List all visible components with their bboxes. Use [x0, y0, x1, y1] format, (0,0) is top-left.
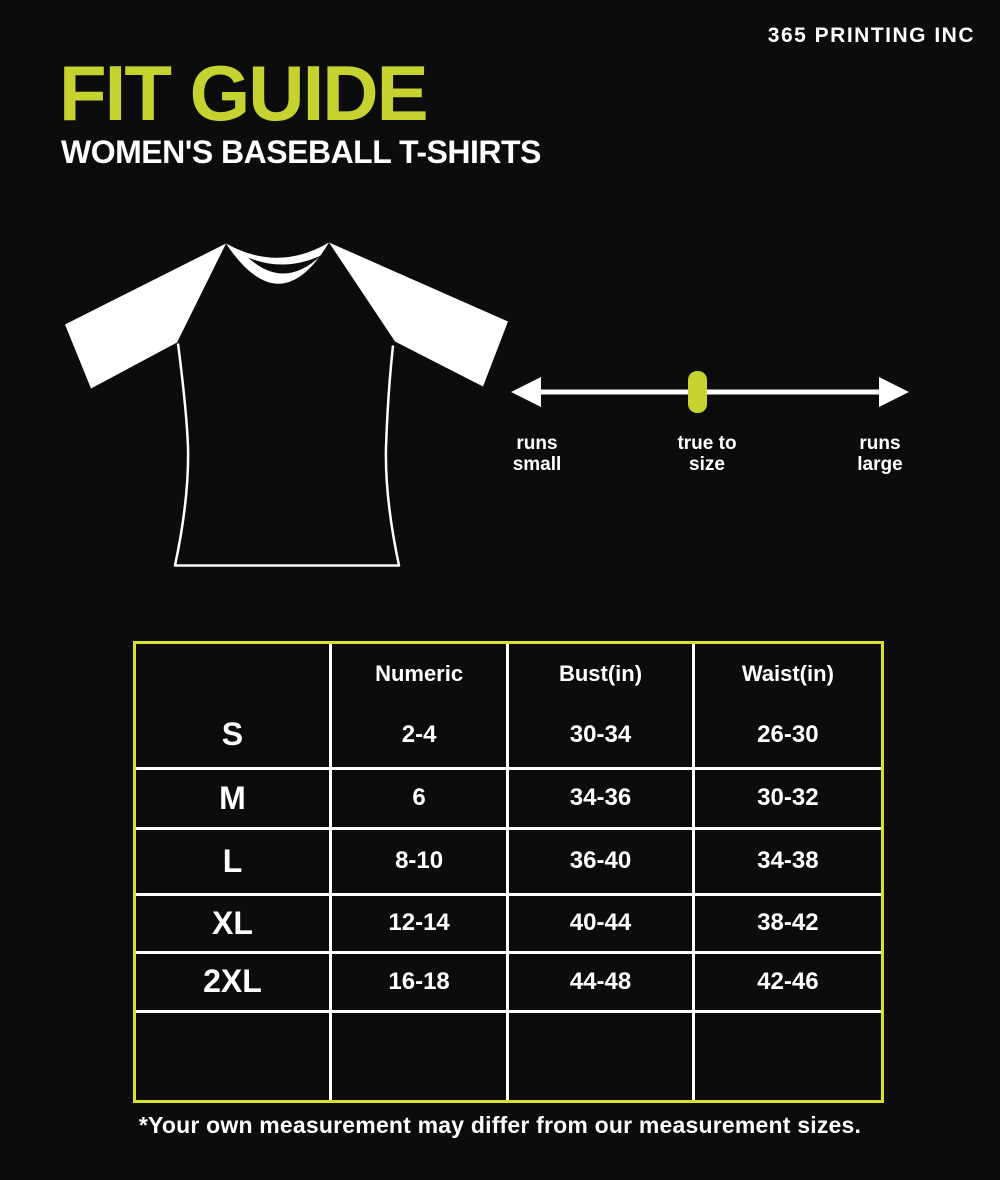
size-label: 2XL	[136, 952, 330, 1011]
bust-value	[508, 1011, 694, 1100]
waist-value: 34-38	[693, 828, 881, 894]
table-header-row	[136, 644, 881, 703]
scale-label-runs-large	[830, 433, 930, 476]
table-row	[136, 703, 881, 768]
scale-label-line: large	[857, 454, 903, 476]
size-label: L	[136, 828, 330, 894]
bust-value: 36-40	[508, 828, 694, 894]
scale-label-true-to-size	[647, 433, 767, 476]
table-row-empty	[136, 1011, 881, 1100]
scale-label-line: small	[512, 454, 562, 476]
shirt-body	[175, 344, 399, 566]
numeric-value: 6	[330, 768, 507, 828]
numeric-value: 16-18	[330, 952, 507, 1011]
waist-value: 38-42	[693, 894, 881, 952]
waist-value: 30-32	[693, 768, 881, 828]
numeric-value	[330, 1011, 507, 1100]
bust-value: 40-44	[508, 894, 694, 952]
scale-label-line: true to	[677, 433, 737, 454]
fit-scale-arrow	[505, 363, 915, 423]
scale-label-line: size	[689, 454, 725, 476]
table-row	[136, 828, 881, 894]
numeric-value: 12-14	[330, 894, 507, 952]
scale-label-line: runs	[859, 433, 901, 454]
size-label	[136, 1011, 330, 1100]
scale-label-runs-small	[487, 433, 587, 476]
bust-value: 34-36	[508, 768, 694, 828]
size-label: S	[136, 703, 330, 768]
bust-value: 30-34	[508, 703, 694, 768]
table-row	[136, 894, 881, 952]
shirt-collar	[226, 243, 329, 284]
arrow-right-icon	[879, 377, 909, 407]
size-label: XL	[136, 894, 330, 952]
table-row	[136, 768, 881, 828]
measurement-disclaimer: *Your own measurement may differ from our measurement sizes.	[138, 1112, 862, 1138]
size-label: M	[136, 768, 330, 828]
bust-value: 44-48	[508, 952, 694, 1011]
header-size	[136, 644, 330, 703]
table-row	[136, 952, 881, 1011]
numeric-value: 2-4	[330, 703, 507, 768]
page-title: FIT GUIDE	[59, 49, 427, 137]
waist-value	[693, 1011, 881, 1100]
scale-label-line: runs	[516, 433, 558, 454]
numeric-value: 8-10	[330, 828, 507, 894]
waist-value: 26-30	[693, 703, 881, 768]
size-chart	[133, 641, 884, 1103]
waist-value: 42-46	[693, 952, 881, 1011]
arrow-left-icon	[511, 377, 541, 407]
true-to-size-marker-icon	[688, 371, 707, 413]
page-subtitle: WOMEN'S BASEBALL T-SHIRTS	[61, 134, 541, 170]
size-chart-table	[136, 644, 881, 1100]
header-numeric: Numeric	[330, 644, 507, 703]
baseball-tshirt-illustration	[62, 226, 512, 574]
header-waist: Waist(in)	[693, 644, 881, 703]
brand-name: 365 PRINTING INC	[767, 24, 975, 47]
header-bust: Bust(in)	[508, 644, 694, 703]
